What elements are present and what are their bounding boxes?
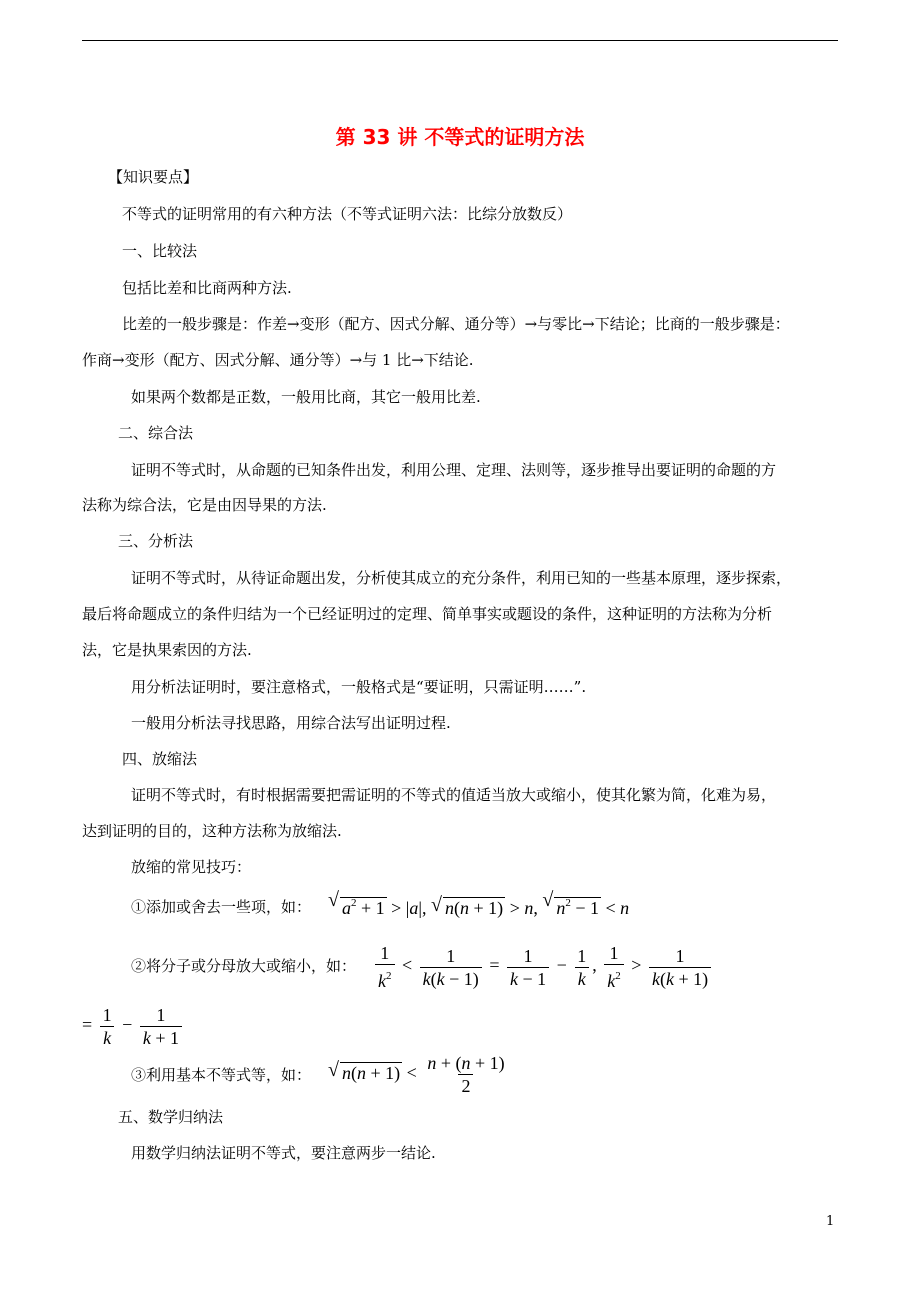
method4-tip3 xyxy=(131,1065,311,1085)
method1-paragraph3: 如果两个数都是正数，一般用比商，其它一般用比差. xyxy=(131,388,481,406)
method5-heading: 五、数学归纳法 xyxy=(118,1108,224,1126)
tip1-text: ①添加或舍去一些项，如： xyxy=(131,898,312,916)
method3-paragraph1-line3: 法，它是执果索因的方法. xyxy=(82,641,252,659)
tip3-formula: √ n(n + 1) < $\frac{n + (n + 1)}{2}$ xyxy=(328,1053,505,1096)
method4-tips-heading: 放缩的常见技巧： xyxy=(131,858,252,876)
intro-paragraph: 不等式的证明常用的有六种方法（不等式证明六法：比综分放数反） xyxy=(122,205,573,223)
method4-tip1 xyxy=(131,897,311,917)
method2-paragraph1-line1: 证明不等式时，从命题的已知条件出发，利用公理、定理、法则等，逐步推导出要证明的命题的方 xyxy=(131,461,777,479)
header-rule xyxy=(82,40,838,41)
method4-paragraph1-line2: 达到证明的目的，这种方法称为放缩法. xyxy=(82,822,342,840)
method3-heading: 三、分析法 xyxy=(118,532,194,550)
tip2-formula-continued: = $\frac{1}{k}$ − $\frac{1}{k + 1}$ xyxy=(82,1004,185,1049)
method2-heading: 二、综合法 xyxy=(118,424,194,442)
method4-tip2 xyxy=(131,956,356,976)
method1-heading: 一、比较法 xyxy=(122,242,198,260)
method4-heading: 四、放缩法 xyxy=(122,750,198,768)
method1-paragraph1: 包括比差和比商两种方法. xyxy=(122,279,292,297)
method3-paragraph2: 用分析法证明时，要注意格式，一般格式是“要证明，只需证明……”. xyxy=(131,678,587,696)
tip2-text: ②将分子或分母放大或缩小，如： xyxy=(131,957,357,975)
section-heading: 【知识要点】 xyxy=(108,168,199,186)
method5-paragraph1: 用数学归纳法证明不等式，要注意两步一结论. xyxy=(131,1144,436,1162)
method2-paragraph1-line2: 法称为综合法，它是由因导果的方法. xyxy=(82,496,327,514)
method4-paragraph1-line1: 证明不等式时，有时根据需要把需证明的不等式的值适当放大或缩小，使其化繁为简，化难为易， xyxy=(131,786,777,804)
tip3-text: ③利用基本不等式等，如： xyxy=(131,1066,312,1084)
tip2-formula: $\frac{1}{k^2}$ < $\frac{1}{k(k - 1)}$ = $\frac{1}{k - 1}$ − $\frac{1}{k}$ , $\frac{1}{k^2}$ > $\frac{1}{k(k + 1)}$ xyxy=(372,942,714,992)
method3-paragraph3: 一般用分析法寻找思路，用综合法写出证明过程. xyxy=(131,714,451,732)
method1-paragraph2-line2: 作商→变形（配方、因式分解、通分等）→与 1 比→下结论. xyxy=(82,351,474,369)
page-title: 第 33 讲 不等式的证明方法 xyxy=(335,125,585,149)
tip1-formula: √ $a^2 + 1 > |a|$, √ n(n + 1) > n, √ $n^2 - 1 < n$ xyxy=(328,889,630,918)
method3-paragraph1-line1: 证明不等式时，从待证命题出发，分析使其成立的充分条件，利用已知的一些基本原理，逐步探索， xyxy=(131,569,792,587)
page-number: 1 xyxy=(826,1214,835,1229)
method1-paragraph2-line1: 比差的一般步骤是：作差→变形（配方、因式分解、通分等）→与零比→下结论；比商的一般步骤是： xyxy=(122,315,790,333)
method3-paragraph1-line2: 最后将命题成立的条件归结为一个已经证明过的定理、简单事实或题设的条件，这种证明的方法称为分析 xyxy=(82,605,773,623)
